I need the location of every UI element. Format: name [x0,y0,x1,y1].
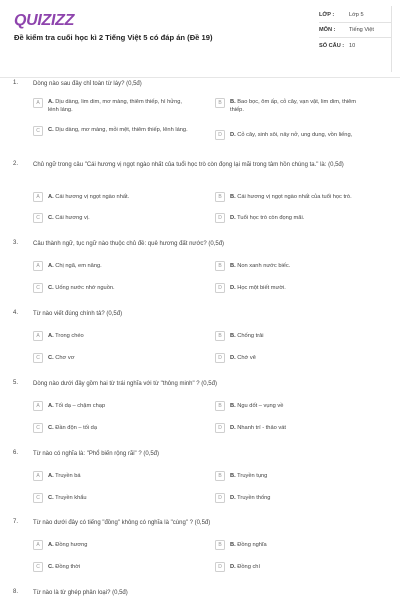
option-d[interactable] [215,562,370,572]
option-text: C. Dịu dàng, mơ màng, mỏi mệt, thiêm thiếp, lênh láng. [48,127,188,133]
option-c[interactable] [33,562,188,572]
worksheet-title: Đề kiểm tra cuối học kì 2 Tiếng Việt 5 có đáp án (Đề 19) [14,33,213,42]
option-letter: B [215,331,225,341]
option-d[interactable] [215,423,370,433]
option-c[interactable] [33,493,188,503]
meta-value: 10 [349,42,356,49]
option-b[interactable] [215,192,400,202]
option-d[interactable] [215,353,370,363]
meta-row-count [319,38,391,53]
worksheet-meta [319,8,391,53]
option-text: B. Chống trải [230,333,264,339]
option-letter: C [33,423,43,433]
option-a[interactable] [33,261,188,271]
meta-key: LỚP : [319,12,335,18]
option-text: D. Truyền thống [230,495,271,501]
option-text: D. Tuổi học trò còn đọng mãi. [230,215,305,221]
option-b[interactable] [215,261,370,271]
option-a[interactable] [33,471,188,481]
option-d[interactable] [215,130,370,140]
option-letter: C [33,562,43,572]
option-text: B. Truyền tụng [230,473,268,479]
option-letter: C [33,493,43,503]
option-b[interactable] [215,471,370,481]
option-c[interactable] [33,353,188,363]
question-number: 3. [13,240,19,246]
option-letter: B [215,98,225,108]
option-letter: A [33,401,43,411]
header-divider [391,6,392,72]
meta-row-subject [319,23,391,38]
question-number: 1. [13,80,19,86]
option-letter: D [215,353,225,363]
option-text: B. Bao bọc, ôm ấp, cỏ cây, vạn vật, lim dim, thiêm thiếp. [230,99,357,113]
option-text: B. Ngu dốt – vụng về [230,403,284,409]
option-b[interactable] [215,331,370,341]
question-number: 2. [13,161,19,167]
option-letter: A [33,471,43,481]
option-text: C. Truyền khẩu [48,495,87,501]
option-c[interactable] [33,283,188,293]
option-letter: A [33,540,43,550]
option-text: C. Cái hương vị. [48,215,90,221]
option-letter: C [33,353,43,363]
option-text: A. Trong chéo [48,333,84,339]
option-letter: B [215,471,225,481]
question-text: Câu thành ngữ, tục ngữ nào thuộc chủ đề: quê hương đất nước? (0,5đ) [33,241,225,247]
question-text: Từ nào viết đúng chính tả? (0,5đ) [33,311,123,317]
question-number: 4. [13,310,19,316]
option-letter: A [33,261,43,271]
question-number: 7. [13,519,19,525]
option-text: C. Đần độn – tối dạ [48,425,98,431]
option-c[interactable] [33,126,188,136]
option-d[interactable] [215,213,370,223]
option-a[interactable] [33,331,188,341]
option-text: B. Cái hương vị ngọt ngào nhất của tuổi học trò. [230,194,352,200]
option-letter: D [215,423,225,433]
option-letter: D [215,562,225,572]
meta-key: MÔN : [319,27,336,33]
option-text: B. Đồng nghĩa [230,542,267,548]
option-text: C. Chơ vơ [48,355,75,361]
option-letter: A [33,192,43,202]
option-text: A. Cái hương vị ngọt ngào nhất. [48,194,130,200]
quizizz-logo[interactable]: QUIZIZZ [14,12,75,29]
option-letter: C [33,283,43,293]
question-number: 5. [13,380,19,386]
option-letter: D [215,130,225,140]
option-a[interactable] [33,98,188,114]
meta-value: Lớp 5 [349,12,364,18]
question-text: Chủ ngữ trong câu "Cái hương vị ngọt ngào nhất của tuổi học trò còn đọng lại mãi trong tâm hồn chúng ta." là: (0,5đ) [33,162,344,168]
meta-row-grade [319,8,391,23]
option-text: A. Tối dạ – chậm chạp [48,403,106,409]
option-letter: B [215,540,225,550]
option-text: D. Chớ vê [230,355,256,361]
option-text: C. Đồng thời [48,564,81,570]
option-a[interactable] [33,192,188,202]
option-text: A. Dịu dàng, lim dim, mơ màng, thiêm thiếp, hì hửng, lénh láng. [48,99,182,113]
option-letter: D [215,213,225,223]
option-d[interactable] [215,493,370,503]
question-number: 8. [13,589,19,595]
option-text: D. Cỏ cây, sinh sôi, nảy nở, ung dung, vồn liếng, [230,132,353,138]
meta-value: Tiếng Việt [349,27,374,33]
option-text: B. Non xanh nước biếc. [230,263,291,269]
option-letter: A [33,98,43,108]
option-letter: B [215,401,225,411]
option-letter: A [33,331,43,341]
option-letter: B [215,192,225,202]
option-letter: D [215,283,225,293]
worksheet-header [0,0,400,78]
question-text: Từ nào dưới đây có tiếng "đồng" không có nghĩa là "cùng" ? (0,5đ) [33,520,211,526]
question-text: Từ nào có nghĩa là: "Phổ biến rộng rãi" ? (0,5đ) [33,451,160,457]
option-text: A. Truyền bá [48,473,81,479]
option-b[interactable] [215,540,370,550]
option-b[interactable] [215,98,370,114]
option-d[interactable] [215,283,370,293]
question-number: 6. [13,450,19,456]
question-text: Dòng nào sau đây chỉ toàn từ láy? (0,5đ) [33,81,142,87]
question-text: Dòng nào dưới đây gồm hai từ trái nghĩa với từ "thông minh" ? (0,5đ) [33,381,217,387]
meta-key: SỐ CÂU : [319,42,345,49]
option-a[interactable] [33,401,188,411]
option-text: D. Đồng chí [230,564,261,570]
option-text: D. Nhanh trí - thảo vát [230,425,286,431]
option-text: A. Đồng hương [48,542,88,548]
option-c[interactable] [33,423,188,433]
option-a[interactable] [33,540,188,550]
option-letter: C [33,126,43,136]
option-text: C. Uống nước nhớ nguồn. [48,285,115,291]
option-b[interactable] [215,401,370,411]
option-c[interactable] [33,213,188,223]
option-text: D. Học một biết mười. [230,285,286,291]
option-letter: B [215,261,225,271]
question-text: Từ nào là từ ghép phân loại? (0,5đ) [33,590,128,596]
option-letter: C [33,213,43,223]
option-letter: D [215,493,225,503]
option-text: A. Chị ngã, em nâng. [48,263,102,269]
